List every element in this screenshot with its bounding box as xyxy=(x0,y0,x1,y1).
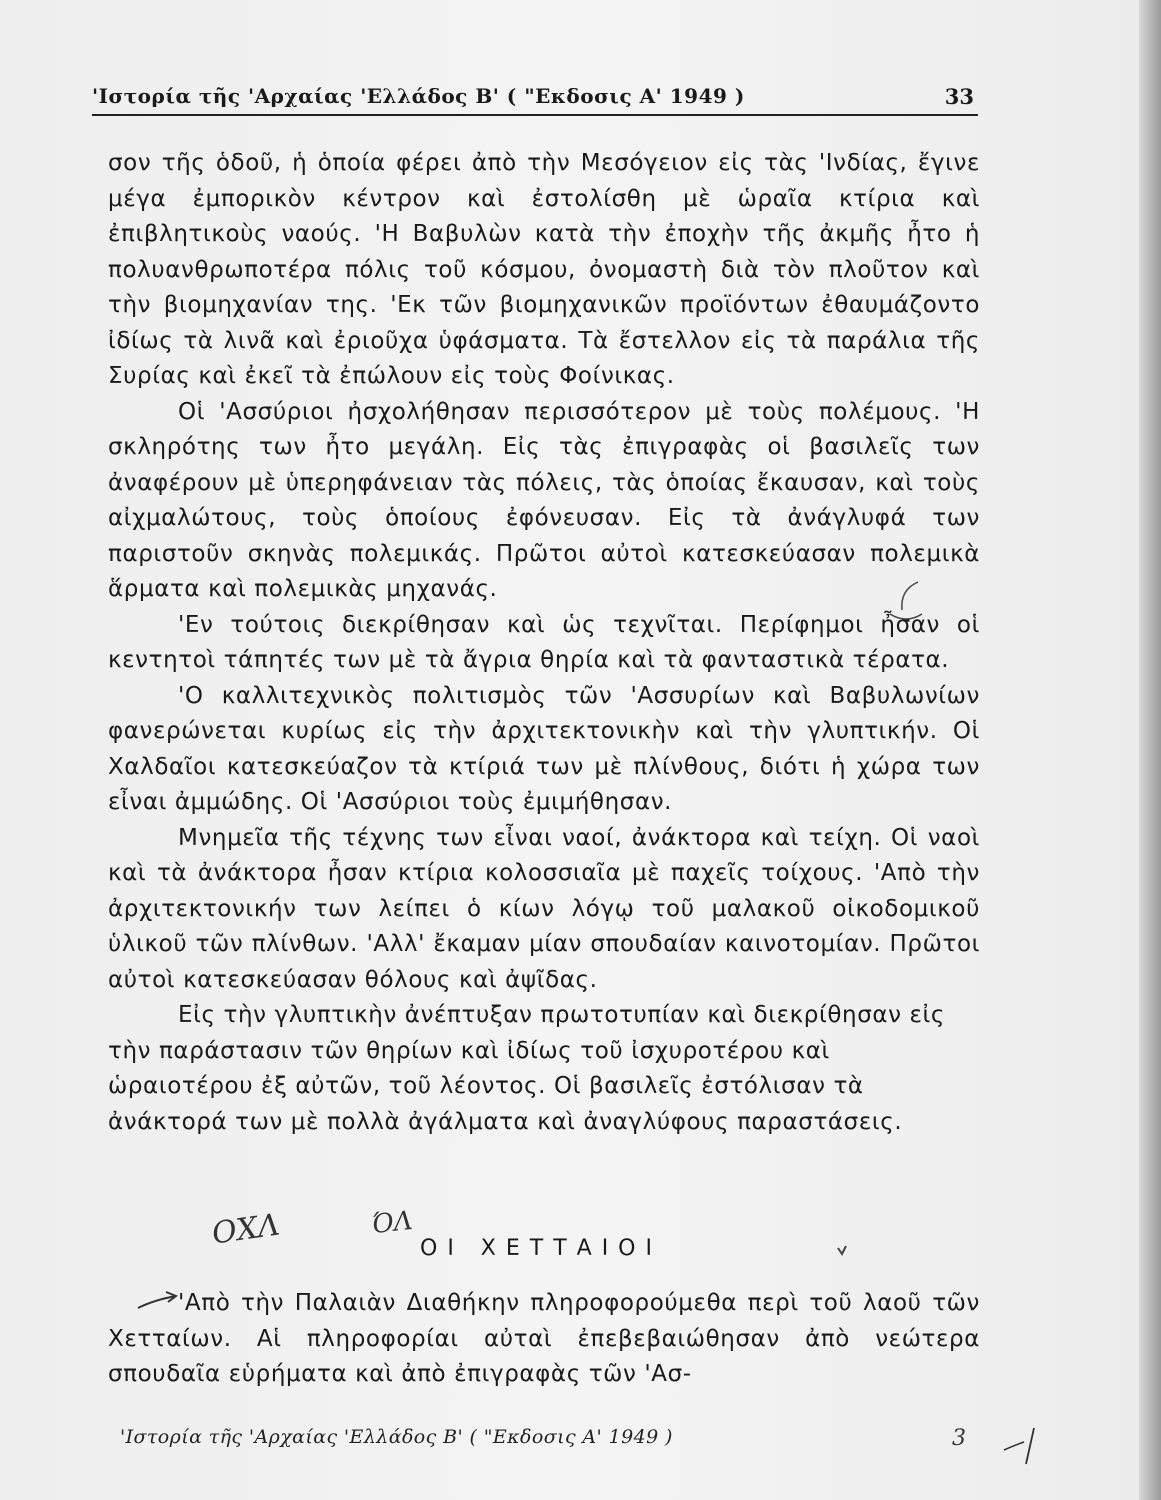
paragraph-4: 'Ο καλλιτεχνικὸς πολιτισμὸς τῶν 'Ασσυρίων καὶ Βαβυλωνίων φανερώνεται κυρίως εἰς τὴν ἀρχιτεκτονικὴν καὶ τὴν γλυπτικήν. Οἱ Χαλδαῖοι κατεσκεύαζον τὰ κτίριά των μὲ πλίνθους, διότι ἡ χώρα των εἶναι ἀμμώδης. Οἱ 'Ασσύριοι τοὺς ἐμιμήθησαν. xyxy=(108,682,980,815)
header-title: 'Ιστορία τῆς 'Αρχαίας 'Ελλάδος Β' ( "Εκδοσις Α' 1949 ) xyxy=(92,84,745,108)
paragraph-3: 'Εν τούτοις διεκρίθησαν καὶ ὡς τεχνῖται. Περίφημοι ἦσαν οἱ κεντητοὶ τάπητές των μὲ τὰ ἄγρια θηρία καὶ τὰ φανταστικὰ τέρατα. xyxy=(108,611,980,673)
section-text xyxy=(108,1286,980,1393)
pencil-tick-icon xyxy=(836,1244,848,1256)
page-number: 33 xyxy=(944,84,974,109)
page-edge-shadow xyxy=(1139,0,1161,1500)
body-text xyxy=(108,146,980,1140)
section-paragraph: 'Απὸ τὴν Παλαιὰν Διαθήκην πληροφορούμεθα περὶ τοῦ λαοῦ τῶν Χετταίων. Αἱ πληροφορίαι αὐταὶ ἐπεβεβαιώθησαν ἀπὸ νεώτερα σπουδαῖα εὑρήματα καὶ ἀπὸ ἐπιγραφὰς τῶν 'Ασ- xyxy=(108,1290,980,1387)
handwritten-mark-2: ΌΛ xyxy=(370,1205,414,1241)
running-header xyxy=(92,84,978,116)
handwritten-mark-3: 3 xyxy=(952,1426,966,1451)
section-heading: ΟΙ ΧΕΤΤΑΙΟΙ xyxy=(420,1236,662,1261)
paragraph-5: Μνημεῖα τῆς τέχνης των εἶναι ναοί, ἀνάκτορα καὶ τείχη. Οἱ ναοὶ καὶ τὰ ἀνάκτορα ἦσαν κτίρια κολοσσιαῖα μὲ παχεῖς τοίχους. 'Απὸ τὴν ἀρχιτεκτονικήν των λείπει ὁ κίων λόγῳ τοῦ μαλακοῦ οἰκοδομικοῦ ὑλικοῦ τῶν πλίνθων. 'Αλλ' ἔκαμαν μίαν σπουδαίαν καινοτομίαν. Πρῶτοι αὐτοὶ κατεσκεύασαν θόλους καὶ ἀψῖδας. xyxy=(108,824,980,993)
handwritten-arrow-icon xyxy=(136,1290,180,1312)
paragraph-2: Οἱ 'Ασσύριοι ἠσχολήθησαν περισσότερον μὲ τοὺς πολέμους. 'Η σκληρότης των ἦτο μεγάλη. Εἰς τὰς ἐπιγραφὰς οἱ βασιλεῖς των ἀναφέρουν μὲ ὑπερηφάνειαν τὰς πόλεις, τὰς ὁποίας ἔκαυσαν, καὶ τοὺς αἰχμαλώτους, τοὺς ὁποίους ἐφόνευσαν. Εἰς τὰ ἀνάγλυφά των παριστοῦν σκηνὰς πολεμικάς. Πρῶτοι αὐτοὶ κατεσκεύασαν πολεμικὰ ἅρματα καὶ πολεμικὰς μηχανάς. xyxy=(108,398,980,602)
paragraph-1: σον τῆς ὁδοῦ, ἡ ὁποία φέρει ἀπὸ τὴν Μεσόγειον εἰς τὰς 'Ινδίας, ἔγινε μέγα ἐμπορικὸν κέντρον καὶ ἐστολίσθη μὲ ὡραῖα κτίρια καὶ ἐπιβλητικοὺς ναούς. 'Η Βαβυλὼν κατὰ τὴν ἐποχὴν τῆς ἀκμῆς ἦτο ἡ πολυανθρωποτέρα πόλις τοῦ κόσμου, ὀνομαστὴ διὰ τὸν πλοῦτον καὶ τὴν βιομηχανίαν της. 'Εκ τῶν βιομηχανικῶν προϊόντων ἐθαυμάζοντο ἰδίως τὰ λινᾶ καὶ ἐριοῦχα ὑφάσματα. Τὰ ἔστελλον εἰς τὰ παράλια τῆς Συρίας καὶ ἐκεῖ τὰ ἐπώλουν εἰς τοὺς Φοίνικας. xyxy=(108,150,980,389)
handwritten-mark-1: ΟΧΛ xyxy=(209,1207,282,1252)
footer-caption: 'Ιστορία τῆς 'Αρχαίας 'Ελλάδος Β' ( "Εκδοσις Α' 1949 ) xyxy=(120,1426,673,1448)
handwritten-slash-icon xyxy=(1000,1424,1040,1468)
handwritten-bracket-icon xyxy=(888,580,928,630)
paragraph-6: Εἰς τὴν γλυπτικὴν ἀνέπτυξαν πρωτοτυπίαν καὶ διεκρίθησαν εἰς τὴν παράστασιν τῶν θηρίων καὶ ἰδίως τοῦ ἰσχυροτέρου καὶ ὡραιοτέρου ἐξ αὐτῶν, τοῦ λέοντος. Οἱ βασιλεῖς ἐστόλισαν τὰ ἀνάκτορά των μὲ πολλὰ ἀγάλματα καὶ ἀναγλύφους παραστάσεις. xyxy=(108,1002,946,1135)
